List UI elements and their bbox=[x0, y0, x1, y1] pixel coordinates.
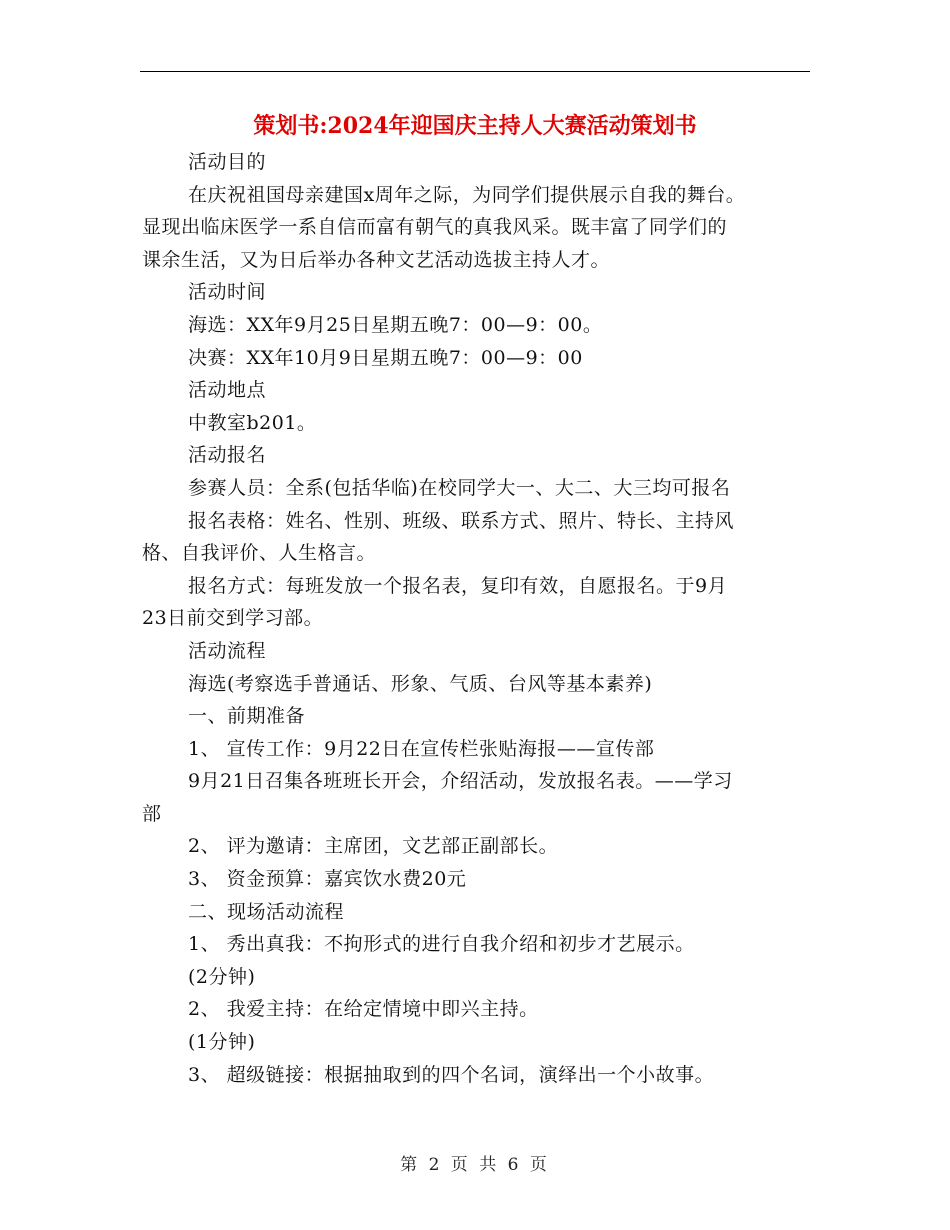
body-line: 海选(考察选手普通话、形象、气质、台风等基本素养) bbox=[188, 672, 653, 695]
body-line: 报名表格：姓名、性别、班级、联系方式、照片、特长、主持风 bbox=[188, 509, 735, 532]
body-line: 决赛：XX年10月9日星期五晚7：00—9：00 bbox=[188, 346, 583, 369]
section-heading-process: 活动流程 bbox=[188, 639, 267, 662]
body-line: 海选：XX年9月25日星期五晚7：00—9：00。 bbox=[188, 313, 603, 336]
subsection-heading: 一、前期准备 bbox=[188, 705, 306, 728]
document-body bbox=[142, 146, 810, 1091]
document-title: 策划书:2024年迎国庆主持人大赛活动策划书 bbox=[253, 113, 697, 139]
body-line: 中教室b201。 bbox=[188, 411, 317, 434]
body-line: 参赛人员：全系(包括华临)在校同学大一、大二、大三均可报名 bbox=[188, 476, 731, 499]
body-line: 格、自我评价、人生格言。 bbox=[142, 542, 377, 565]
subsection-heading: 二、现场活动流程 bbox=[188, 900, 345, 923]
body-line: 报名方式：每班发放一个报名表，复印有效，自愿报名。于9月 bbox=[188, 574, 728, 597]
body-line: 23日前交到学习部。 bbox=[142, 607, 324, 630]
section-heading-time: 活动时间 bbox=[188, 281, 267, 304]
list-item: 3、 超级链接：根据抽取到的四个名词，演绎出一个小故事。 bbox=[188, 1063, 715, 1086]
list-item: 2、 我爱主持：在给定情境中即兴主持。 bbox=[188, 998, 539, 1021]
section-heading-location: 活动地点 bbox=[188, 379, 267, 402]
list-item: 3、 资金预算：嘉宾饮水费20元 bbox=[188, 868, 467, 891]
body-line: 9月21日召集各班班长开会，介绍活动，发放报名表。——学习 bbox=[188, 770, 733, 793]
body-line: (2分钟) bbox=[188, 965, 256, 988]
list-item: 1、 秀出真我：不拘形式的进行自我介绍和初步才艺展示。 bbox=[188, 933, 695, 956]
page-number: 第 2 页 共 6 页 bbox=[400, 1155, 550, 1175]
body-line: (1分钟) bbox=[188, 1031, 256, 1054]
body-line: 显现出临床医学一系自信而富有朝气的真我风采。既丰富了同学们的 bbox=[142, 216, 728, 239]
section-heading-purpose: 活动目的 bbox=[188, 151, 267, 173]
body-line: 部 bbox=[142, 802, 162, 825]
list-item: 1、 宣传工作：9月22日在宣传栏张贴海报——宣传部 bbox=[188, 737, 655, 760]
section-heading-registration: 活动报名 bbox=[188, 444, 267, 467]
body-line: 在庆祝祖国母亲建国x周年之际，为同学们提供展示自我的舞台。 bbox=[188, 183, 746, 206]
list-item: 2、 评为邀请：主席团，文艺部正副部长。 bbox=[188, 835, 559, 858]
header-rule bbox=[140, 71, 810, 72]
body-line: 课余生活，又为日后举办各种文艺活动选拔主持人才。 bbox=[142, 248, 611, 271]
